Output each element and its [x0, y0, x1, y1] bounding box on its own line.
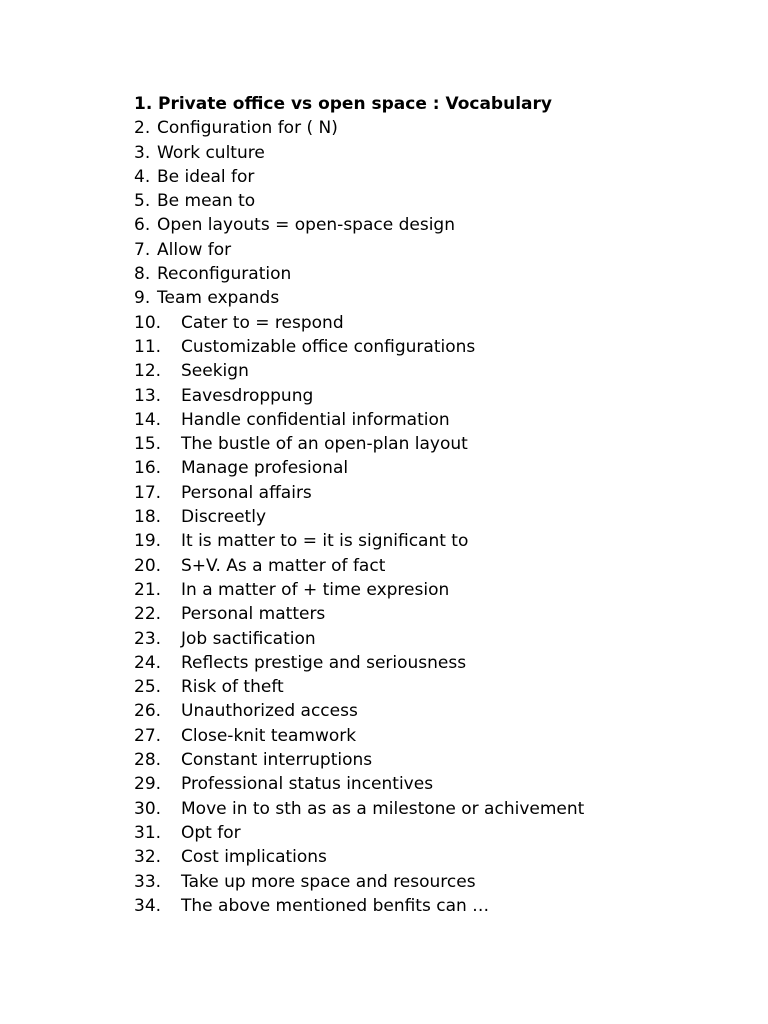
list-item — [134, 141, 584, 165]
item-text: It is matter to = it is significant to — [181, 531, 469, 552]
item-text: Opt for — [181, 822, 241, 843]
item-number: 4. — [134, 166, 151, 187]
item-text: S+V. As a matter of fact — [181, 555, 386, 576]
item-number: 32. — [134, 847, 162, 868]
item-number: 34. — [134, 895, 162, 916]
item-text: Risk of theft — [181, 677, 284, 698]
item-text: Personal matters — [181, 604, 326, 625]
item-number: 25. — [134, 677, 162, 698]
item-number: 2. — [134, 118, 151, 139]
item-number: 24. — [134, 652, 162, 673]
item-number: 16. — [134, 458, 162, 479]
item-number: 10. — [134, 312, 162, 333]
item-text: The bustle of an open-plan layout — [181, 434, 468, 455]
item-number: 22. — [134, 604, 162, 625]
list-item — [134, 870, 584, 894]
list-item — [134, 213, 584, 237]
item-number: 31. — [134, 822, 162, 843]
list-item — [134, 724, 584, 748]
list-item — [134, 116, 584, 140]
item-number: 5. — [134, 191, 151, 212]
list-item — [134, 845, 584, 869]
item-text: Configuration for ( N) — [157, 118, 338, 139]
list-item — [134, 602, 584, 626]
item-text: Handle confidential information — [181, 409, 450, 430]
item-number: 15. — [134, 434, 162, 455]
list-item — [134, 894, 584, 918]
list-item — [134, 529, 584, 553]
item-number: 30. — [134, 798, 162, 819]
item-number: 21. — [134, 579, 162, 600]
item-number: 9. — [134, 288, 151, 309]
list-item — [134, 578, 584, 602]
item-text: Be mean to — [157, 191, 256, 212]
list-item-title — [134, 92, 584, 116]
item-text: Professional status incentives — [181, 774, 434, 795]
item-text: Be ideal for — [157, 166, 255, 187]
item-number: 29. — [134, 774, 162, 795]
item-text: Open layouts = open-space design — [157, 215, 455, 236]
list-item — [134, 262, 584, 286]
item-number: 33. — [134, 871, 162, 892]
item-text: Discreetly — [181, 507, 266, 528]
list-item — [134, 165, 584, 189]
item-text: Private office vs open space : Vocabulary — [158, 94, 552, 114]
vocabulary-list — [134, 92, 584, 918]
item-text: Allow for — [157, 239, 232, 260]
item-text: Cater to = respond — [181, 312, 344, 333]
item-text: Personal affairs — [181, 482, 312, 503]
list-item — [134, 821, 584, 845]
list-item — [134, 651, 584, 675]
list-item — [134, 286, 584, 310]
item-number: 6. — [134, 215, 151, 236]
item-number: 3. — [134, 142, 151, 163]
item-number: 7. — [134, 239, 151, 260]
item-number: 28. — [134, 750, 162, 771]
item-text: Seekign — [181, 361, 249, 382]
item-number: 27. — [134, 725, 162, 746]
item-text: Reflects prestige and seriousness — [181, 652, 467, 673]
item-text: Team expands — [157, 288, 280, 309]
item-number: 20. — [134, 555, 162, 576]
list-item — [134, 408, 584, 432]
list-item — [134, 384, 584, 408]
item-text: Customizable office configurations — [181, 336, 476, 357]
item-text: In a matter of + time expresion — [181, 579, 450, 600]
list-item — [134, 238, 584, 262]
list-item — [134, 797, 584, 821]
item-number: 26. — [134, 701, 162, 722]
item-number: 12. — [134, 361, 162, 382]
item-text: Reconfiguration — [157, 264, 292, 285]
item-text: Unauthorized access — [181, 701, 358, 722]
item-text: Move in to sth as as a milestone or achivement — [181, 798, 585, 819]
item-text: Take up more space and resources — [181, 871, 476, 892]
item-text: Work culture — [157, 142, 265, 163]
list-item — [134, 189, 584, 213]
item-number: 23. — [134, 628, 162, 649]
item-text: The above mentioned benfits can … — [181, 895, 490, 916]
list-item — [134, 481, 584, 505]
item-number: 1. — [134, 94, 153, 114]
item-number: 18. — [134, 507, 162, 528]
list-item — [134, 359, 584, 383]
item-text: Job sactification — [181, 628, 316, 649]
item-text: Eavesdroppung — [181, 385, 314, 406]
list-item — [134, 335, 584, 359]
item-text: Constant interruptions — [181, 750, 373, 771]
item-text: Close-knit teamwork — [181, 725, 357, 746]
list-item — [134, 432, 584, 456]
list-item — [134, 505, 584, 529]
item-number: 17. — [134, 482, 162, 503]
list-item — [134, 675, 584, 699]
list-item — [134, 748, 584, 772]
list-item — [134, 456, 584, 480]
list-item — [134, 627, 584, 651]
list-item — [134, 554, 584, 578]
item-text: Manage profesional — [181, 458, 349, 479]
item-number: 19. — [134, 531, 162, 552]
item-number: 11. — [134, 336, 162, 357]
item-number: 8. — [134, 264, 151, 285]
list-item — [134, 699, 584, 723]
list-item — [134, 311, 584, 335]
list-item — [134, 772, 584, 796]
item-number: 13. — [134, 385, 162, 406]
item-number: 14. — [134, 409, 162, 430]
item-text: Cost implications — [181, 847, 327, 868]
